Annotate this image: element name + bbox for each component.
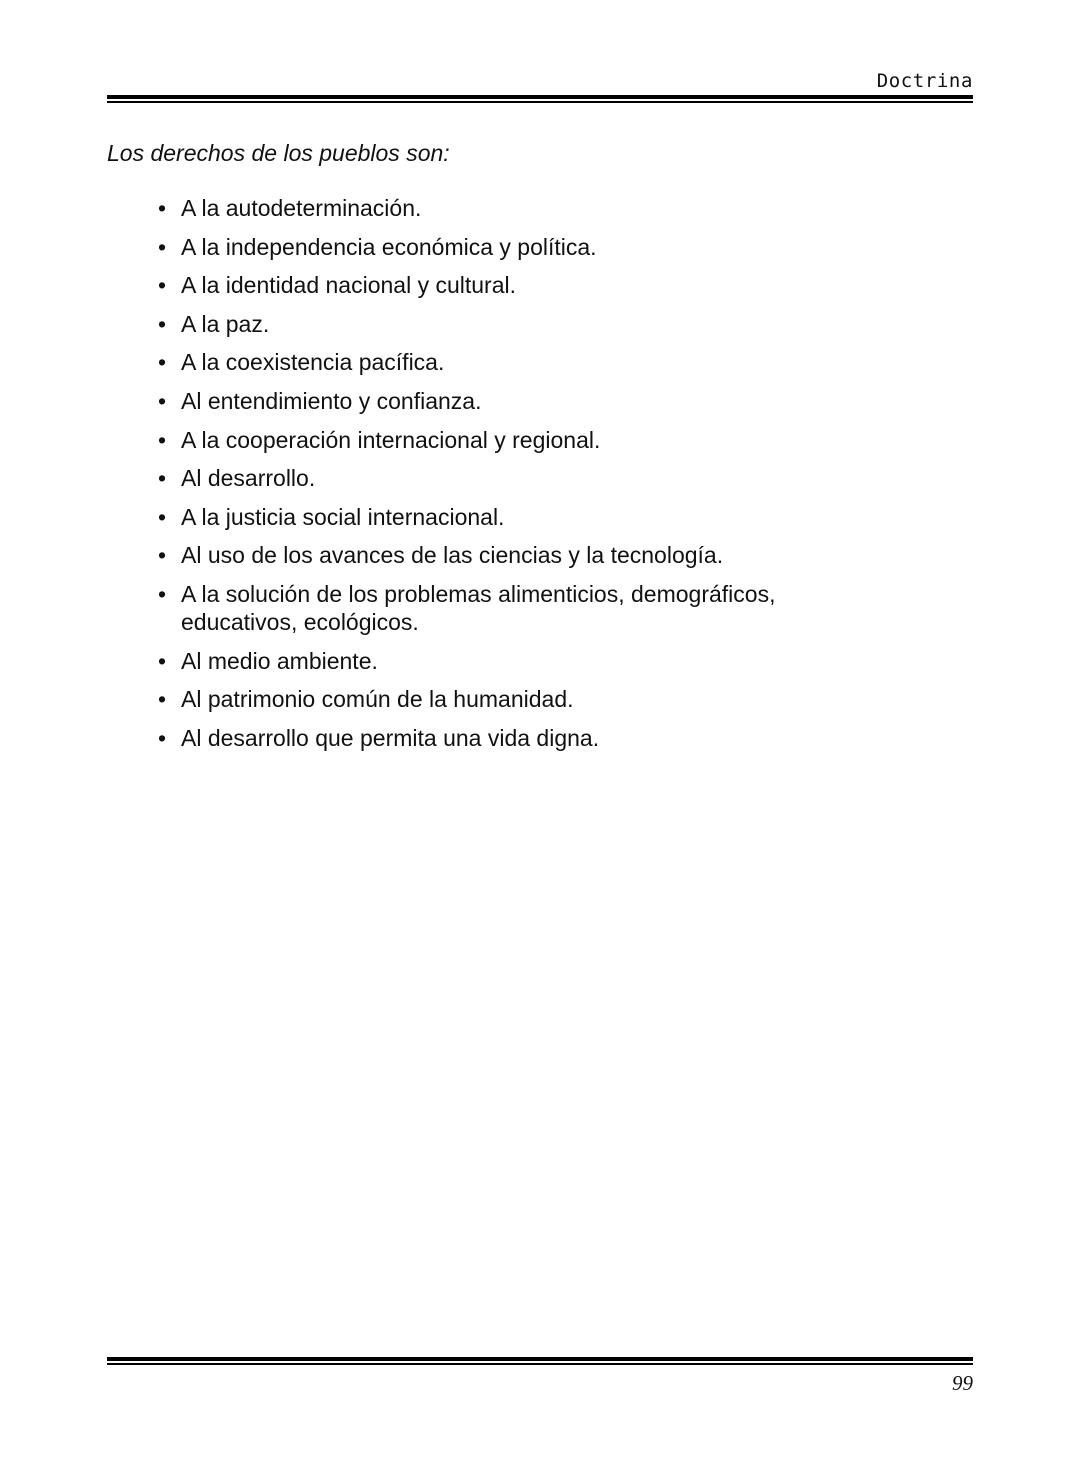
list-item-text: A la solución de los problemas alimenticios, demográficos, educativos, ecológicos. [181, 580, 776, 635]
bullet-icon: • [158, 310, 167, 337]
rights-list [158, 194, 858, 762]
bullet-icon: • [158, 233, 167, 260]
list-item [158, 541, 858, 569]
bullet-icon: • [158, 580, 167, 607]
list-item-text: A la paz. [181, 310, 270, 337]
footer-rule-thin [107, 1363, 973, 1365]
bullet-icon: • [158, 272, 167, 299]
bullet-icon: • [158, 465, 167, 492]
list-item [158, 194, 858, 222]
list-item-text: A la coexistencia pacífica. [181, 349, 445, 376]
bullet-icon: • [158, 647, 167, 674]
list-item-text: A la justicia social internacional. [181, 503, 505, 530]
header-rule-thin [107, 101, 973, 103]
bullet-icon: • [158, 503, 167, 530]
list-item-text: A la cooperación internacional y regional. [181, 426, 601, 453]
list-item [158, 387, 858, 415]
running-header-title: Doctrina [876, 70, 973, 92]
list-item-text: Al uso de los avances de las ciencias y la tecnología. [181, 542, 724, 569]
list-item-text: Al desarrollo. [181, 465, 316, 492]
list-item [158, 724, 858, 752]
bullet-icon: • [158, 686, 167, 713]
list-item [158, 580, 858, 636]
bullet-icon: • [158, 387, 167, 414]
list-item [158, 647, 858, 675]
page-number: 99 [952, 1371, 973, 1395]
list-item-text: Al medio ambiente. [181, 647, 378, 674]
list-item-text: A la autodeterminación. [181, 195, 422, 221]
list-item [158, 233, 858, 261]
list-item [158, 426, 858, 454]
bullet-icon: • [158, 426, 167, 453]
list-item [158, 464, 858, 492]
list-item [158, 310, 858, 338]
list-item [158, 503, 858, 531]
bullet-icon: • [158, 724, 167, 751]
list-item-text: Al patrimonio común de la humanidad. [181, 686, 574, 713]
list-item-text: Al entendimiento y confianza. [181, 387, 482, 414]
list-item [158, 685, 858, 713]
bullet-icon: • [158, 349, 167, 376]
bullet-icon: • [158, 195, 167, 221]
intro-paragraph: Los derechos de los pueblos son: [107, 140, 450, 166]
footer-double-rule [107, 1357, 973, 1365]
list-item [158, 348, 858, 376]
bullet-icon: • [158, 542, 167, 569]
list-item-text: Al desarrollo que permita una vida digna. [181, 724, 600, 751]
list-item [158, 271, 858, 299]
header-double-rule [107, 95, 973, 103]
list-item-text: A la independencia económica y política. [181, 233, 597, 260]
list-item-text: A la identidad nacional y cultural. [181, 272, 516, 299]
